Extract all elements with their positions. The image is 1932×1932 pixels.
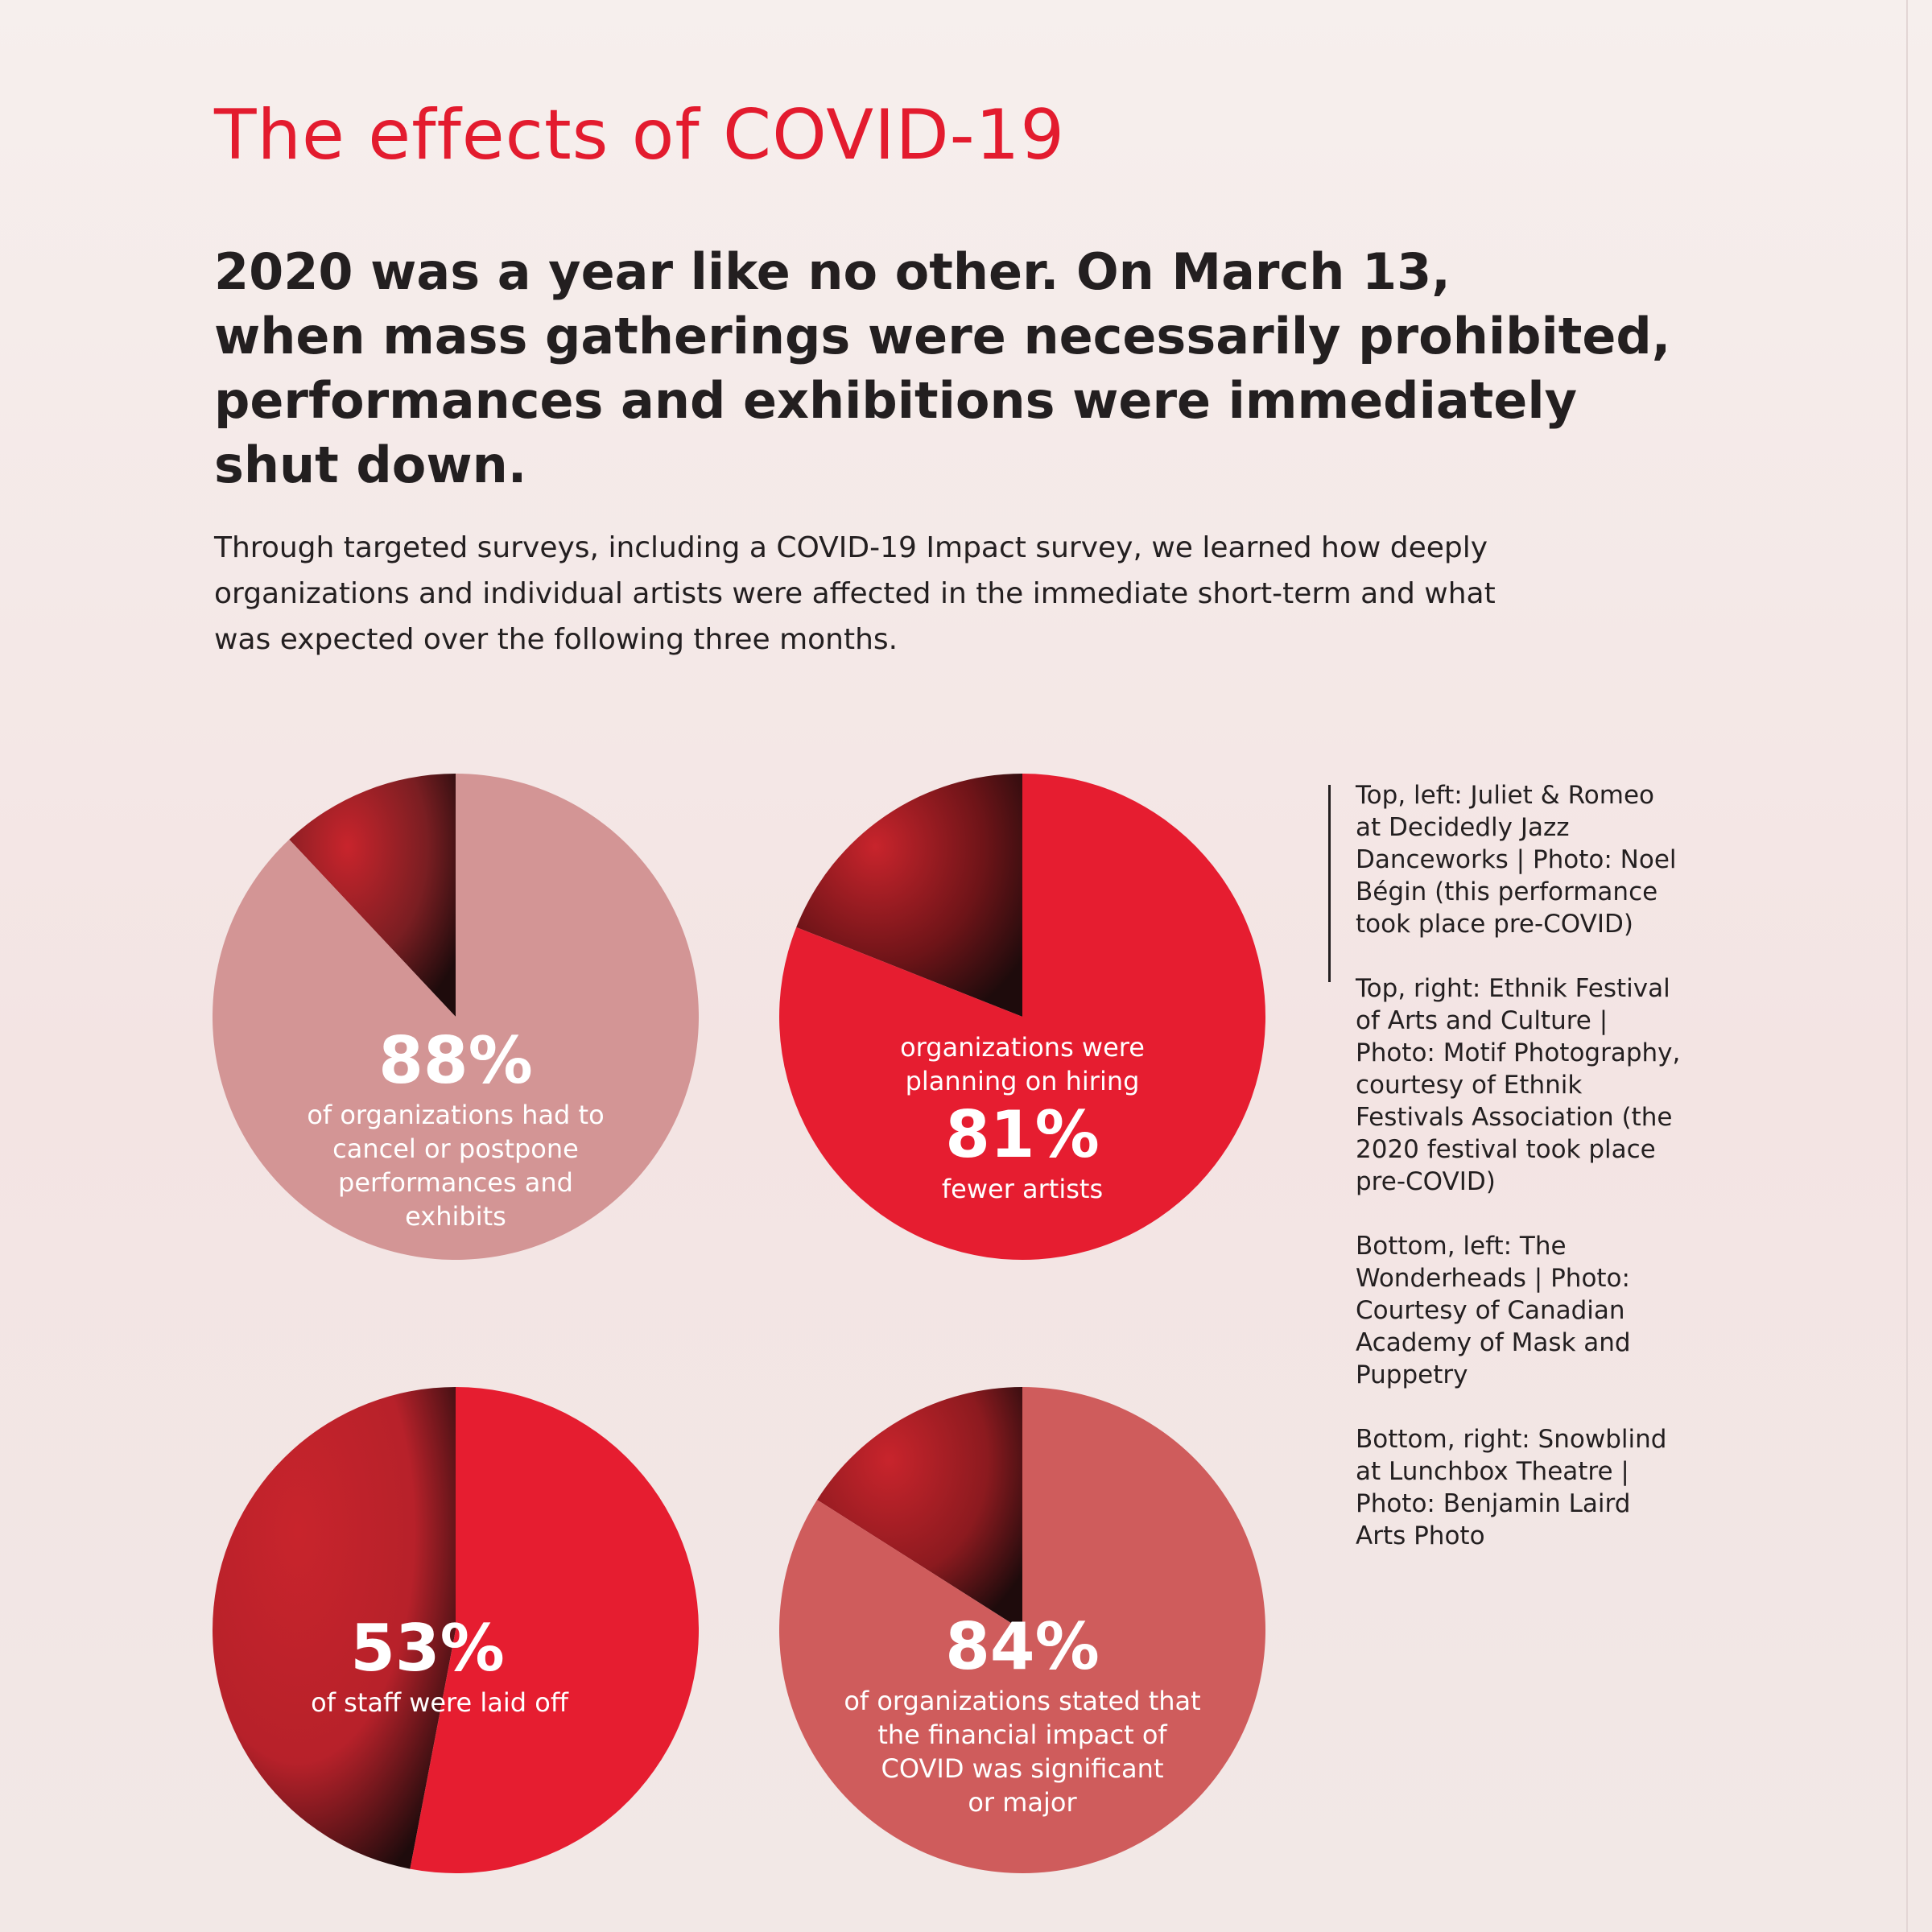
credit-line: Bégin (this performance (1356, 877, 1658, 906)
credit-line: Puppetry (1356, 1360, 1468, 1389)
stat-description-line: fewer artists (941, 1174, 1104, 1204)
page-title: The effects of COVID-19 (214, 95, 1066, 175)
credits-rule (1328, 785, 1331, 982)
credit-line: Photo: Motif Photography, (1356, 1038, 1681, 1067)
stat-description-line: exhibits (405, 1201, 506, 1232)
credit-line: Danceworks | Photo: Noel (1356, 845, 1677, 874)
credit-bottom-left (1356, 1230, 1694, 1391)
stat-description-line: of organizations stated that (844, 1686, 1201, 1716)
stat-percentage: 53% (350, 1611, 505, 1686)
credit-line: Wonderheads | Photo: (1356, 1264, 1630, 1293)
credit-line: Top, left: Juliet & Romeo (1356, 781, 1655, 810)
stat-description-line: the financial impact of (877, 1719, 1167, 1750)
stat-description-line: or major (968, 1787, 1077, 1818)
credit-line: Top, right: Ethnik Festival (1356, 974, 1670, 1003)
credit-line: at Lunchbox Theatre | (1356, 1457, 1629, 1486)
credit-line: of Arts and Culture | (1356, 1006, 1608, 1035)
credit-line: Arts Photo (1356, 1521, 1485, 1550)
stat-hiring-fewer (797, 1030, 1248, 1206)
lead-line: performances and exhibitions were immediately (214, 371, 1578, 430)
stat-description-line: cancel or postpone (332, 1133, 579, 1164)
stat-percentage: 88% (378, 1023, 533, 1098)
stat-description (797, 1684, 1248, 1819)
stat-staff-laid-off (214, 1612, 665, 1719)
stat-description-line: of organizations had to (307, 1100, 605, 1130)
lead-line: 2020 was a year like no other. On March 13, (214, 242, 1451, 301)
stat-percentage: 84% (945, 1609, 1100, 1684)
intro-line: Through targeted surveys, including a COVID-19 Impact survey, we learned how deeply (214, 531, 1488, 564)
stat-description (230, 1098, 681, 1233)
credit-line: Bottom, right: Snowblind (1356, 1425, 1667, 1454)
stat-description-line: organizations were (900, 1032, 1145, 1063)
stat-description-line: COVID was significant (881, 1753, 1164, 1784)
credit-top-left (1356, 779, 1694, 940)
credit-line: at Decidedly Jazz (1356, 813, 1570, 842)
credit-line: took place pre-COVID) (1356, 910, 1633, 939)
stat-financial-impact (797, 1610, 1248, 1819)
stat-description-line: performances and (338, 1167, 573, 1198)
lead-line: shut down. (214, 436, 527, 494)
intro-line: was expected over the following three months. (214, 623, 898, 656)
credit-line: courtesy of Ethnik (1356, 1071, 1583, 1100)
credit-top-right (1356, 972, 1694, 1198)
photo-credits (1356, 779, 1694, 1584)
intro-line: organizations and individual artists were affected in the immediate short-term and what (214, 577, 1496, 610)
credit-line: Academy of Mask and (1356, 1328, 1631, 1357)
stat-description-pre (797, 1030, 1248, 1098)
stat-description-line: of staff were laid off (311, 1687, 568, 1718)
credit-line: 2020 festival took place (1356, 1135, 1656, 1164)
stat-percentage: 81% (945, 1097, 1100, 1172)
lead-line: when mass gatherings were necessarily prohibited, (214, 307, 1671, 365)
credit-line: Photo: Benjamin Laird (1356, 1489, 1631, 1518)
credit-line: Bottom, left: The (1356, 1232, 1567, 1261)
credit-bottom-right (1356, 1423, 1694, 1552)
credit-line: Courtesy of Canadian (1356, 1296, 1625, 1325)
stat-description (797, 1172, 1248, 1206)
credit-line: Festivals Association (the (1356, 1103, 1673, 1132)
stat-description-line: planning on hiring (905, 1066, 1140, 1096)
credit-line: pre-COVID) (1356, 1167, 1496, 1196)
stat-description (214, 1686, 665, 1719)
stat-cancel-postpone (230, 1024, 681, 1233)
